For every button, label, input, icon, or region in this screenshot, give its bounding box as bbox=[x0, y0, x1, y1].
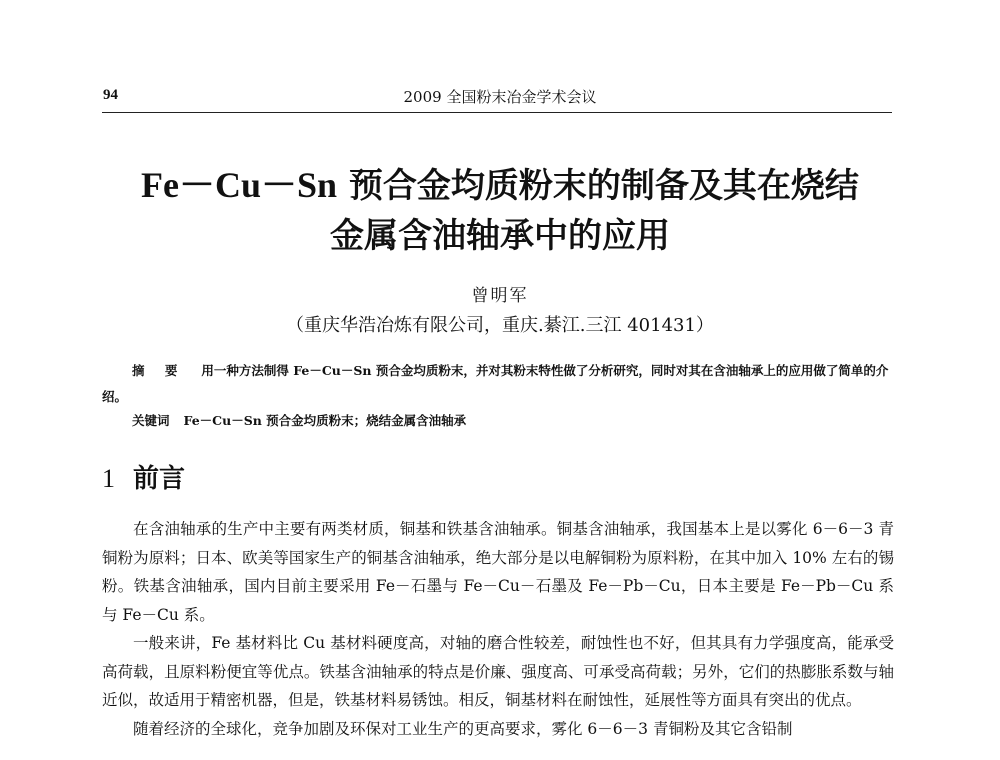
keywords-text: Fe－Cu－Sn 预合金均质粉末；烧结金属含油轴承 bbox=[183, 413, 467, 428]
paper-title bbox=[0, 160, 1000, 261]
author-affiliation: （重庆华浩冶炼有限公司，重庆.綦江.三江 401431） bbox=[286, 315, 714, 336]
running-header: 2009 全国粉末冶金学术会议 bbox=[403, 88, 597, 106]
keywords bbox=[132, 411, 466, 429]
title-alloy-name: Fe－Cu－Sn bbox=[141, 165, 338, 205]
section-title: 前言 bbox=[133, 464, 186, 494]
paper-title-line-1 bbox=[0, 160, 1000, 211]
section-number: 1 bbox=[102, 464, 115, 493]
paper-title-line-2: 金属含油轴承中的应用 bbox=[330, 216, 670, 256]
abstract bbox=[102, 358, 892, 410]
section-heading bbox=[102, 458, 185, 495]
header-divider bbox=[102, 112, 892, 113]
author-name: 曾明军 bbox=[471, 286, 529, 306]
page-number: 94 bbox=[103, 87, 118, 103]
paragraph: 一般来讲，Fe 基材料比 Cu 基材料硬度高，对轴的磨合性较差，耐蚀性也不好，但其具有力学强度高，能承受高荷载，且原料粉便宜等优点。铁基含油轴承的特点是价廉、强度高、可承受高荷载；另外，它们的热膨胀系数与轴近似，故适用于精密机器，但是，铁基材料易锈蚀。相反，铜基材料在耐蚀性，延展性等方面具有突出的优点。 bbox=[102, 634, 894, 709]
paragraph: 在含油轴承的生产中主要有两类材质，铜基和铁基含油轴承。铜基含油轴承，我国基本上是以雾化 6－6－3 青铜粉为原料；日本、欧美等国家生产的铜基含油轴承，绝大部分是以电解铜粉为原料粉，在其中加入 10% 左右的锡粉。铁基含油轴承，国内目前主要采用 Fe－石墨与 Fe－Cu－石墨及 Fe－Pb－Cu，日本主要是 Fe－Pb－Cu 系与 Fe－Cu 系。 bbox=[102, 520, 894, 624]
title-line-1-rest: 预合金均质粉末的制备及其在烧结 bbox=[337, 166, 859, 206]
body-text bbox=[102, 515, 894, 743]
abstract-text: 用一种方法制得 Fe－Cu－Sn 预合金均质粉末，并对其粉末特性做了分析研究，同时对其在含油轴承上的应用做了简单的介绍。 bbox=[102, 363, 889, 404]
keywords-label: 关键词 bbox=[132, 413, 170, 428]
paragraph: 随着经济的全球化，竞争加剧及环保对工业生产的更高要求，雾化 6－6－3 青铜粉及其它含铅制 bbox=[133, 719, 793, 738]
abstract-label: 摘 要 bbox=[132, 363, 186, 378]
